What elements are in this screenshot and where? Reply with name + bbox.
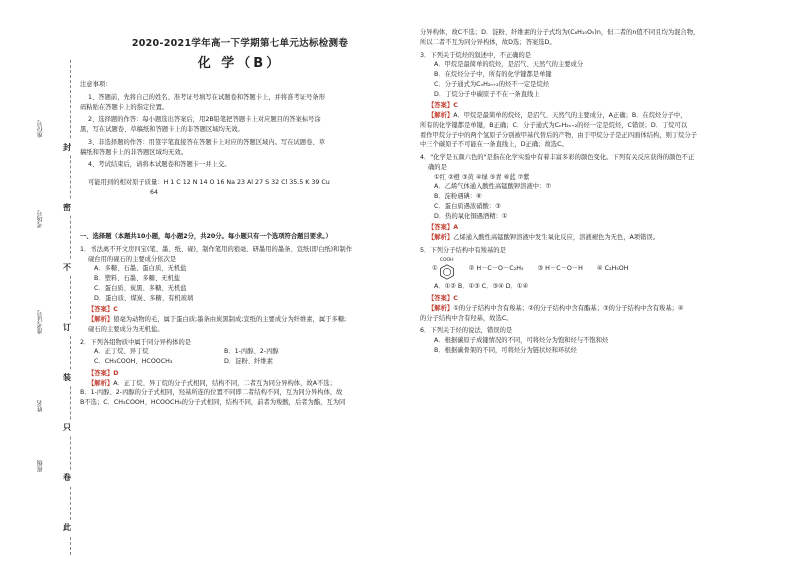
q3-stem: 3．下列关于烷烃的叙述中，不正确的是 — [420, 51, 532, 59]
q1-option: D．蛋白质、煤炭、多糖、有机玻璃 — [94, 294, 194, 302]
explanation-label: 【解析】 — [428, 304, 454, 312]
q2-option: D．淀粉、纤维素 — [224, 358, 273, 365]
binding-char: 订 — [63, 320, 71, 335]
q5-answer: 【答案】C — [428, 295, 458, 303]
q2-option: B．1-丙醇、2-丙醇 — [224, 348, 279, 356]
q4-option: A．乙烯气体通入酸性高锰酸钾溶液中：⑦ — [434, 183, 551, 191]
exam-room-field — [36, 210, 50, 228]
q5-formulas — [420, 258, 699, 281]
section-heading: 一、选择题（本题共10小题，每小题2分，共20分。每小题只有一个选项符合题目要求。） — [80, 233, 332, 240]
q1-answer: 【答案】C — [88, 306, 118, 314]
formula-label: ① — [432, 265, 438, 273]
formula-4-text: C₂H₅OH — [604, 265, 629, 273]
q4-option: C．蛋白质遇浓硝酸：③ — [434, 202, 501, 210]
q3-explanation-text: A．甲烷是最简单的烷烃，是沼气、天然气的主要成分，A正确；B．在烷烃分子中， — [453, 112, 687, 119]
formula-4 — [597, 264, 629, 274]
binding-char: 不 — [63, 260, 71, 275]
q2-answer: 【答案】D — [88, 369, 119, 377]
q2-explanation-cont: 所以二者不互为同分异构体，故D选；答案选D。 — [420, 38, 556, 46]
q4-explanation — [420, 233, 699, 243]
q2-explanation: B不选；C．CH₃COOH、HCOOCH₃的分子式相同，结构不同，前者为羧酸，后者为酯，互为同 — [80, 399, 346, 406]
q1-explanation: 砚石的主要成分为无机盐。 — [88, 325, 164, 333]
exam-room-label: 考场号 — [37, 210, 44, 228]
q4-stem: 确的是 — [428, 163, 447, 171]
question-block — [80, 232, 352, 408]
subject-title: 化 学（B） — [197, 56, 283, 71]
q3-option: B．在烷烃分子中，所有的化学键都是单键 — [434, 71, 552, 78]
binding-char: 装 — [63, 370, 71, 385]
name-label: 姓名 — [37, 400, 44, 412]
q1-explanation — [80, 315, 352, 325]
q5-explanation: 的分子结构中含有羟基，故选C。 — [420, 314, 513, 322]
binding-margin — [18, 60, 78, 555]
seat-number-field — [36, 120, 50, 138]
q3-option: C．分子通式为CₙH₂ₙ₊₂的烃不一定是烷烃 — [434, 80, 550, 88]
q6-option: B．根据碳骨架的不同，可将烃分为链状烃和环状烃 — [434, 346, 577, 354]
q5-stem: 5．下列分子结构中有羧基的是 — [420, 246, 506, 254]
binding-char: 封 — [63, 140, 71, 155]
binding-char: 此 — [63, 520, 71, 535]
q2-explanation-text: A．正丁烷、异丁烷的分子式相同，结构不同，二者互为同分异构体，故A不选； — [113, 379, 336, 387]
binding-char: 密 — [63, 200, 71, 215]
explanation-label: 【解析】 — [428, 112, 454, 119]
formula-2-text: H－C－O－C₂H₅ — [476, 265, 524, 273]
formula-label: ③ — [537, 265, 544, 273]
admission-number-field — [36, 310, 50, 334]
name-field — [36, 400, 50, 412]
exam-title: 2020-2021学年高一下学期第七单元达标检测卷 — [131, 38, 349, 49]
formula-label: ② — [468, 265, 475, 273]
q1-explanation-text: 狼毫为动物的毛，属于蛋白质;墨条由炭黑制成;宣纸的主要成分为纤维素，属于多糖; — [113, 316, 347, 323]
q1-option: A．多糖、石墨、蛋白质、无机盐 — [94, 265, 187, 273]
notes-item: 1、答题前，先将自己的姓名、准考证号填写在试题卷和答题卡上，并将准考证号条形 — [88, 93, 325, 101]
formula-3 — [538, 264, 583, 274]
explanation-label: 【解析】 — [428, 234, 454, 241]
binding-char: 只 — [63, 420, 71, 435]
cooh-label: COOH — [439, 257, 454, 263]
q3-explanation — [420, 111, 699, 121]
notes-item: 稿纸和答题卡上的非答题区域均无效。 — [80, 148, 188, 156]
binding-char: 卷 — [63, 470, 71, 485]
q2-option: A．正丁烷、异丁烷 — [94, 348, 149, 356]
q3-option: D．丁烷分子中碳原子不在一条直线上 — [434, 90, 540, 98]
q4-explanation-text: 乙烯通入酸性高锰酸钾溶液中发生氧化反应，溶液褪色为无色，A项错误。 — [453, 234, 659, 241]
notes-item: 4、考试结束后，请将本试题卷和答题卡一并上交。 — [88, 161, 231, 169]
q4-color-list: ①红 ②橙 ③黄 ④绿 ⑤青 ⑥蓝 ⑦紫 — [434, 173, 530, 181]
notes-heading: 注意事项： — [80, 81, 112, 88]
class-field — [36, 460, 50, 472]
q1-option: B．塑料、石墨、多糖、无机盐 — [94, 275, 181, 282]
seat-number-label: 座位号 — [37, 120, 44, 138]
q3-explanation: 中三个碳原子不可能在一条直线上，D正确；故选C。 — [420, 141, 568, 149]
q6-option: A．根据碳原子成键情况的不同，可将烃分为饱和烃与不饱和烃 — [434, 337, 609, 345]
q1-stem: 1．书法离不开文房四宝(笔、墨、纸、砚)，制作笔用的狼毫、研墨用的墨条、宣纸(即白纸)和制作 — [80, 245, 353, 253]
q3-explanation: 看作甲烷分子中的两个氢原子分别被甲基代替后的产物，由于甲烷分子是正四面体结构，则丁烷分子 — [420, 131, 698, 139]
admission-number-label: 准考证号 — [37, 310, 44, 334]
formula-label: ④ — [596, 265, 603, 273]
q5-options: A．①② B．①③ C．③④ D．①④ — [434, 283, 529, 291]
class-label: 班级 — [37, 460, 44, 472]
atomic-mass-line: 可能用到的相对原子质量：H 1 C 12 N 14 O 16 Na 23 Al 27 S 32 Cl 35.5 K 39 Cu — [88, 179, 330, 186]
q4-stem: 4．"化学是五颜六色的"是指在化学实验中有着丰富多彩的颜色变化。下列有关反应获得的颜色不正 — [420, 154, 695, 161]
q3-explanation: 所有的化学键都是单键，B正确；C．分子通式为CₙH₂ₙ₊₂的烃一定是烷烃，C错误；D．丁烷可以 — [420, 121, 688, 129]
q6-stem: 6．下列关于烃的说法，错误的是 — [420, 327, 513, 335]
q2-option: C．CH₃COOH、HCOOCH₃ — [94, 358, 173, 365]
q1-option: C．蛋白质、炭黑、多糖、无机盐 — [94, 284, 187, 292]
formula-3-text: H－C－O－H — [545, 265, 583, 273]
right-block — [420, 28, 699, 356]
explanation-label: 【解析】 — [88, 316, 114, 323]
notes-block — [80, 80, 330, 198]
q4-option: D．热的氧化铜遇酒精：① — [434, 212, 508, 220]
q3-answer: 【答案】C — [428, 102, 458, 110]
q2-explanation — [80, 379, 352, 389]
q2-options-row — [80, 347, 352, 357]
benzene-ring-icon — [439, 264, 455, 280]
explanation-label: 【解析】 — [88, 379, 114, 387]
q4-option: B．淀粉遇碘：⑥ — [434, 193, 482, 200]
notes-item: 码粘贴在答题卡上的指定位置。 — [80, 103, 169, 111]
q5-explanation-text: ①的分子结构中含有羧基；②的分子结构中含有酯基；③的分子结构中含有羧基；④ — [453, 304, 684, 312]
notes-item: 2、选择题的作答：每小题选出答案后，用2B铅笔把答题卡上对应题目的答案标号涂 — [88, 116, 321, 124]
atomic-mass-line: 64 — [150, 188, 159, 196]
q1-stem: 砚台用的砚石的主要成分依次是 — [88, 255, 177, 263]
q4-answer: 【答案】A — [428, 224, 459, 232]
notes-item: 3、非选择题的作答：用签字笔直接答在答题卡上对应的答题区域内。写在试题卷、草 — [88, 138, 325, 146]
q2-stem: 2．下列各组物质中属于同分异构体的是 — [80, 338, 192, 346]
notes-item: 黑，写在试题卷、草稿纸和答题卡上的非答题区域均无效。 — [80, 126, 244, 133]
q2-explanation: B．1-丙醇、2-丙醇的分子式相同，羟基所连的位置不同即二者结构不同，互为同分异构体，故 — [80, 389, 343, 397]
q2-explanation-cont: 分异构体，故C不选；D．淀粉、纤维素的分子式均为(C₆H₁₀O₅)n，但二者的n值不同且均为混合物， — [420, 29, 700, 36]
q2-options-row — [80, 357, 352, 367]
q5-explanation — [420, 304, 699, 314]
formula-1 — [432, 258, 455, 281]
q3-option: A．甲烷是最简单的烷烃，是沼气、天然气的主要成分 — [434, 61, 584, 69]
formula-2 — [469, 264, 524, 274]
